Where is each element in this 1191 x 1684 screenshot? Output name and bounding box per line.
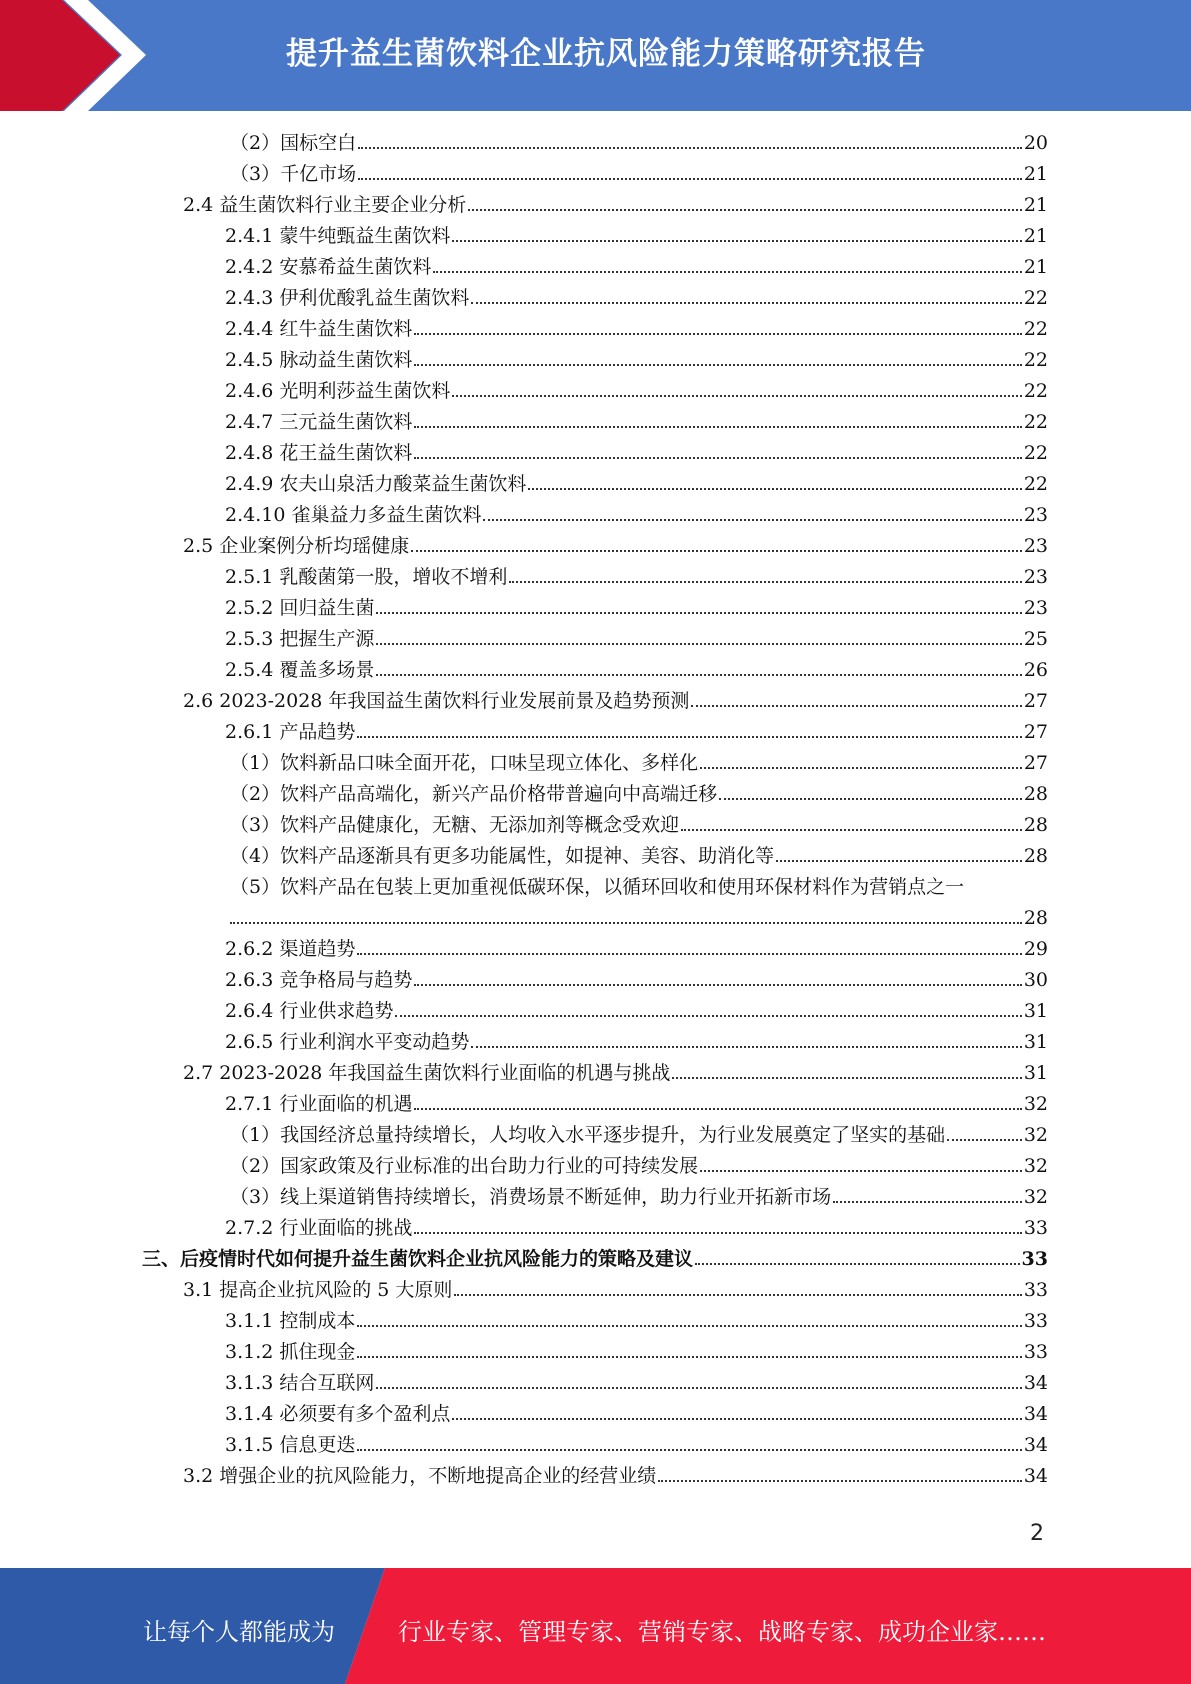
toc-entry[interactable]: 3.1.4 必须要有多个盈利点 34 <box>225 1403 1048 1425</box>
toc-entry[interactable]: 3.1.1 控制成本 33 <box>225 1310 1048 1332</box>
toc-entry[interactable]: 2.4.3 伊利优酸乳益生菌饮料 22 <box>225 287 1048 309</box>
toc-entry[interactable]: （3）千亿市场 21 <box>230 163 1048 185</box>
toc-entry[interactable]: 2.6.3 竞争格局与趋势 30 <box>225 969 1048 991</box>
toc-entry[interactable]: 2.6.4 行业供求趋势 31 <box>225 1000 1048 1022</box>
toc-entry[interactable]: 2.4.5 脉动益生菌饮料 22 <box>225 349 1048 371</box>
toc-entry[interactable]: 3.2 增强企业的抗风险能力，不断地提高企业的经营业绩 34 <box>183 1465 1048 1487</box>
toc-entry[interactable]: 2.5.4 覆盖多场景 26 <box>225 659 1048 681</box>
toc-entry[interactable]: 2.4 益生菌饮料行业主要企业分析 21 <box>183 194 1048 216</box>
toc-entry[interactable]: （3）饮料产品健康化，无糖、无添加剂等概念受欢迎 28 <box>230 814 1048 836</box>
toc-entry[interactable]: （4）饮料产品逐渐具有更多功能属性，如提神、美容、助消化等 28 <box>230 845 1048 867</box>
toc-entry-wrapped-label[interactable]: （5）饮料产品在包装上更加重视低碳环保，以循环回收和使用环保材料作为营销点之一 <box>230 876 965 898</box>
toc-entry[interactable]: 2.7.2 行业面临的挑战 33 <box>225 1217 1048 1239</box>
page-header <box>0 0 1191 111</box>
toc-entry[interactable]: （2）国家政策及行业标准的出台助力行业的可持续发展 32 <box>230 1155 1048 1177</box>
toc-entry[interactable]: 3.1.5 信息更迭 34 <box>225 1434 1048 1456</box>
toc-entry[interactable]: 2.5.2 回归益生菌 23 <box>225 597 1048 619</box>
toc-entry[interactable]: 2.7 2023-2028 年我国益生菌饮料行业面临的机遇与挑战 31 <box>183 1062 1048 1084</box>
toc-entry[interactable]: （1）我国经济总量持续增长，人均收入水平逐步提升，为行业发展奠定了坚实的基础 32 <box>230 1124 1048 1146</box>
toc-entry[interactable]: 3.1 提高企业抗风险的 5 大原则 33 <box>183 1279 1048 1301</box>
toc-entry[interactable]: 2.4.9 农夫山泉活力酸菜益生菌饮料 22 <box>225 473 1048 495</box>
toc-entry[interactable]: 2.4.8 花王益生菌饮料 22 <box>225 442 1048 464</box>
toc-entry[interactable]: 2.4.4 红牛益生菌饮料 22 <box>225 318 1048 340</box>
toc-entry-continuation[interactable]: 28 <box>230 905 1048 931</box>
page-number: 2 <box>1030 1521 1044 1546</box>
report-title: 提升益生菌饮料企业抗风险能力策略研究报告 <box>286 36 926 72</box>
toc-entry[interactable]: 2.4.2 安慕希益生菌饮料 21 <box>225 256 1048 278</box>
toc-chapter-entry[interactable]: 三、后疫情时代如何提升益生菌饮料企业抗风险能力的策略及建议 33 <box>142 1248 1048 1270</box>
toc-entry[interactable]: （1）饮料新品口味全面开花，口味呈现立体化、多样化 27 <box>230 752 1048 774</box>
toc-entry[interactable]: 2.6.2 渠道趋势 29 <box>225 938 1048 960</box>
toc-entry[interactable]: 2.6.1 产品趋势 27 <box>225 721 1048 743</box>
toc-entry[interactable]: 2.5.3 把握生产源 25 <box>225 628 1048 650</box>
footer-roles: 行业专家、管理专家、营销专家、战略专家、成功企业家…… <box>398 1618 1046 1646</box>
footer-slogan: 让每个人都能成为 <box>143 1618 335 1646</box>
toc-entry[interactable]: （2）国标空白 20 <box>230 132 1048 154</box>
toc-entry[interactable]: 2.5 企业案例分析均瑶健康 23 <box>183 535 1048 557</box>
toc-entry[interactable]: 2.4.10 雀巢益力多益生菌饮料 23 <box>225 504 1048 526</box>
page-footer <box>0 1568 1191 1684</box>
toc-entry[interactable]: 2.6.5 行业利润水平变动趋势 31 <box>225 1031 1048 1053</box>
toc-entry[interactable]: 3.1.2 抓住现金 33 <box>225 1341 1048 1363</box>
toc-entry[interactable]: 2.7.1 行业面临的机遇 32 <box>225 1093 1048 1115</box>
toc-entry[interactable]: 2.4.6 光明利莎益生菌饮料 22 <box>225 380 1048 402</box>
toc-entry[interactable]: 3.1.3 结合互联网 34 <box>225 1372 1048 1394</box>
toc-entry[interactable]: 2.4.7 三元益生菌饮料 22 <box>225 411 1048 433</box>
toc-entry[interactable]: 2.5.1 乳酸菌第一股，增收不增利 23 <box>225 566 1048 588</box>
toc-entry[interactable]: （2）饮料产品高端化，新兴产品价格带普遍向中高端迁移 28 <box>230 783 1048 805</box>
toc-entry[interactable]: 2.6 2023-2028 年我国益生菌饮料行业发展前景及趋势预测 27 <box>183 690 1048 712</box>
toc-entry[interactable]: （3）线上渠道销售持续增长，消费场景不断延伸，助力行业开拓新市场 32 <box>230 1186 1048 1208</box>
toc-entry[interactable]: 2.4.1 蒙牛纯甄益生菌饮料 21 <box>225 225 1048 247</box>
